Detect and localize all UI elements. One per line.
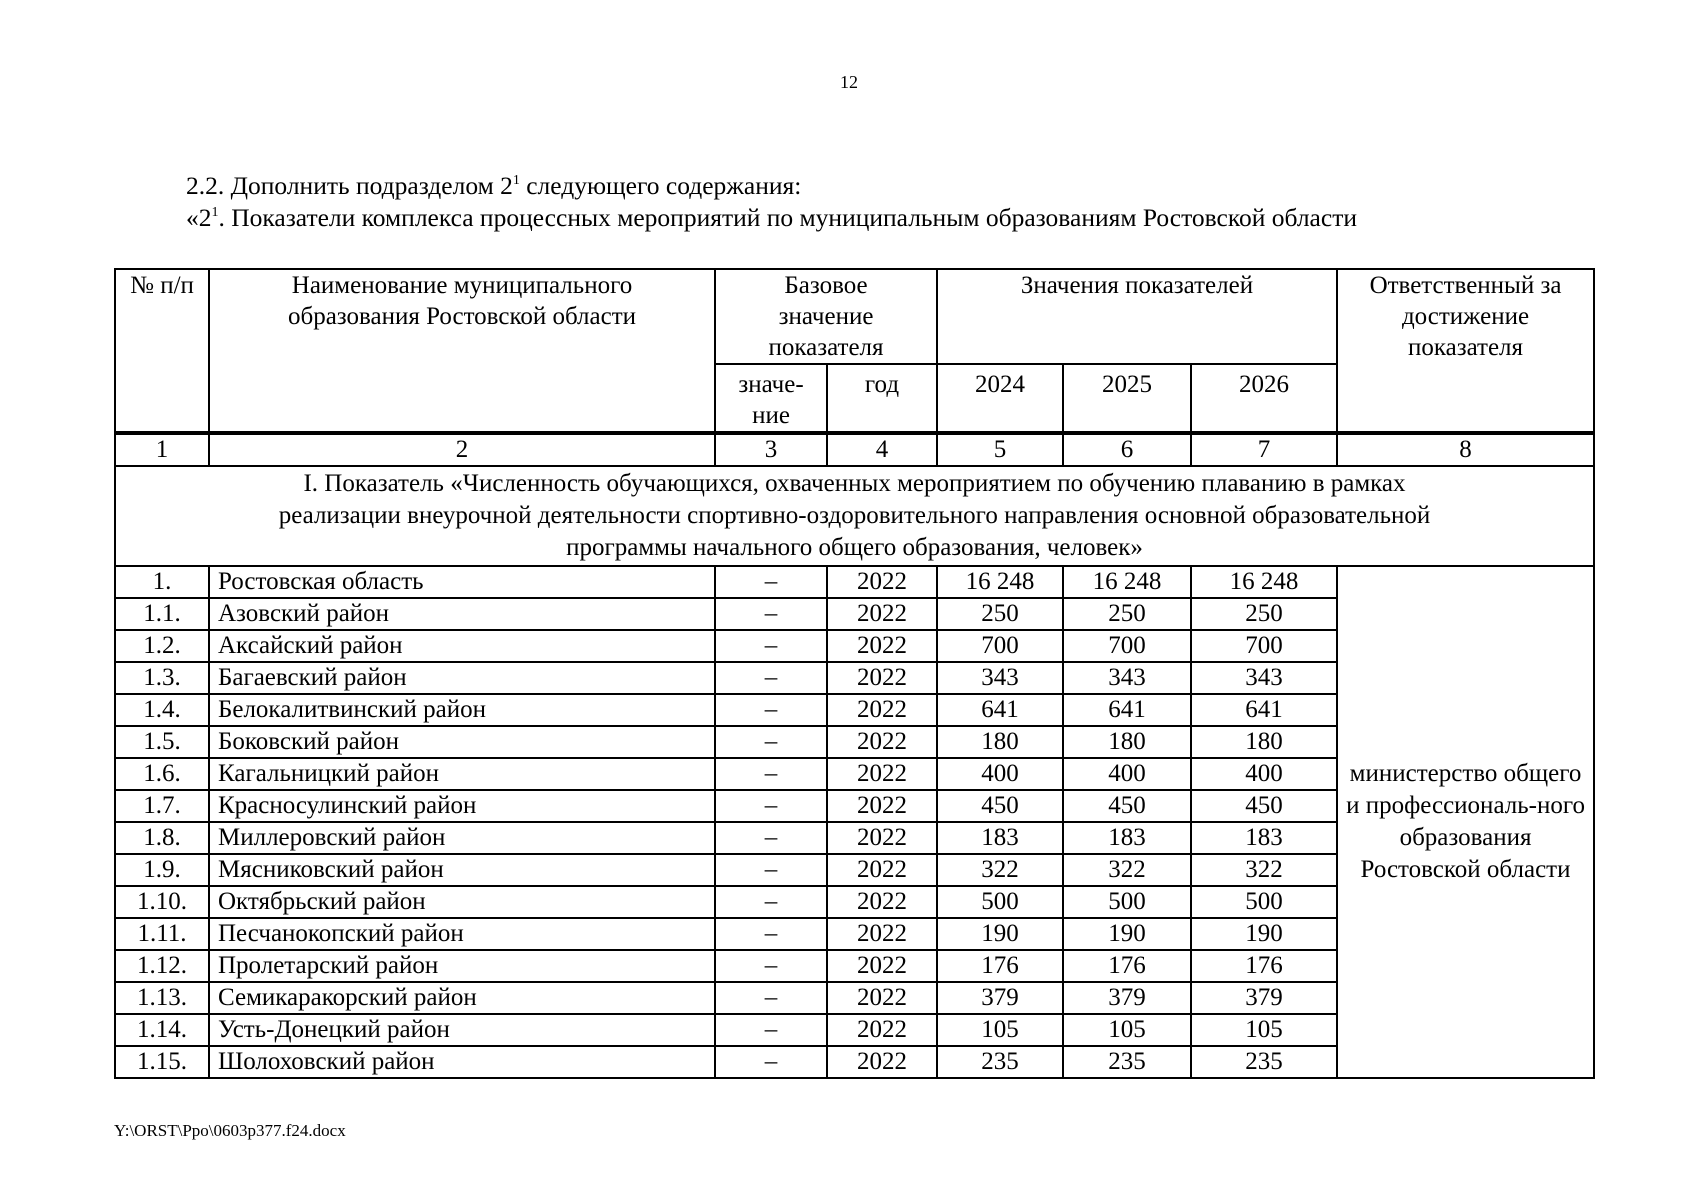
row-number: 1.1. [115, 598, 209, 630]
header-name: Наименование муниципального образования Ростовской области [209, 269, 715, 433]
row-name: Мясниковский район [209, 854, 715, 886]
row-name: Шолоховский район [209, 1046, 715, 1078]
column-number: 6 [1063, 433, 1191, 466]
row-base-value: – [715, 662, 827, 694]
row-name: Азовский район [209, 598, 715, 630]
row-number: 1.5. [115, 726, 209, 758]
row-base-value: – [715, 630, 827, 662]
row-value-2026: 235 [1191, 1046, 1337, 1078]
row-base-value: – [715, 566, 827, 598]
row-name: Песчанокопский район [209, 918, 715, 950]
row-value-2025: 176 [1063, 950, 1191, 982]
row-value-2025: 343 [1063, 662, 1191, 694]
row-value-2025: 235 [1063, 1046, 1191, 1078]
row-name: Пролетарский район [209, 950, 715, 982]
row-value-2026: 105 [1191, 1014, 1337, 1046]
row-value-2026: 250 [1191, 598, 1337, 630]
row-base-year: 2022 [827, 694, 937, 726]
row-value-2024: 235 [937, 1046, 1063, 1078]
row-value-2025: 105 [1063, 1014, 1191, 1046]
column-number: 8 [1337, 433, 1594, 466]
row-number: 1.6. [115, 758, 209, 790]
row-name: Ростовская область [209, 566, 715, 598]
row-value-2025: 400 [1063, 758, 1191, 790]
row-value-2026: 500 [1191, 886, 1337, 918]
row-number: 1.9. [115, 854, 209, 886]
row-base-value: – [715, 1014, 827, 1046]
row-value-2026: 190 [1191, 918, 1337, 950]
row-base-value: – [715, 694, 827, 726]
row-base-year: 2022 [827, 598, 937, 630]
row-value-2026: 700 [1191, 630, 1337, 662]
header-year: год [827, 364, 937, 433]
row-value-2024: 700 [937, 630, 1063, 662]
row-base-value: – [715, 758, 827, 790]
row-value-2024: 180 [937, 726, 1063, 758]
row-number: 1.15. [115, 1046, 209, 1078]
row-name: Миллеровский район [209, 822, 715, 854]
row-base-value: – [715, 886, 827, 918]
row-value-2025: 190 [1063, 918, 1191, 950]
page-number: 12 [840, 72, 858, 92]
row-number: 1.10. [115, 886, 209, 918]
row-value-2025: 500 [1063, 886, 1191, 918]
row-name: Усть-Донецкий район [209, 1014, 715, 1046]
header-2026: 2026 [1191, 364, 1337, 433]
section-row [115, 466, 1594, 566]
row-base-year: 2022 [827, 918, 937, 950]
row-name: Кагальницкий район [209, 758, 715, 790]
header-base: Базовое значение показателя [715, 269, 937, 364]
row-value-2025: 450 [1063, 790, 1191, 822]
row-name: Аксайский район [209, 630, 715, 662]
row-base-year: 2022 [827, 854, 937, 886]
row-value-2024: 343 [937, 662, 1063, 694]
column-number: 4 [827, 433, 937, 466]
indicators-table [114, 268, 1595, 1079]
row-value-2024: 641 [937, 694, 1063, 726]
row-base-value: – [715, 726, 827, 758]
column-number-row [115, 433, 1594, 466]
row-number: 1.2. [115, 630, 209, 662]
row-value-2025: 641 [1063, 694, 1191, 726]
row-value-2024: 400 [937, 758, 1063, 790]
header-row-1 [115, 269, 1594, 364]
row-value-2024: 190 [937, 918, 1063, 950]
row-number: 1.7. [115, 790, 209, 822]
header-2024: 2024 [937, 364, 1063, 433]
row-value-2026: 641 [1191, 694, 1337, 726]
row-value-2024: 105 [937, 1014, 1063, 1046]
row-base-value: – [715, 854, 827, 886]
intro-line-1: 2.2. Дополнить подразделом $2^1$ следующего содержания: [186, 171, 802, 200]
row-base-value: – [715, 790, 827, 822]
row-value-2026: 343 [1191, 662, 1337, 694]
row-number: 1.14. [115, 1014, 209, 1046]
row-name: Семикаракорский район [209, 982, 715, 1014]
row-base-value: – [715, 982, 827, 1014]
responsible-cell: министерство общего и профессиональ-ного образования Ростовской области [1337, 566, 1594, 1078]
section-title: I. Показатель «Численность обучающихся, охваченных мероприятием по обучению плаванию в рамках реализации внеурочной деятельности спортивно-оздоровительного направления основной образовательной программы начального общего образования, человек» [115, 466, 1594, 566]
row-base-year: 2022 [827, 1046, 937, 1078]
row-base-year: 2022 [827, 758, 937, 790]
row-value-2026: 379 [1191, 982, 1337, 1014]
row-number: 1.4. [115, 694, 209, 726]
row-number: 1.12. [115, 950, 209, 982]
row-value-2024: 183 [937, 822, 1063, 854]
row-value-2025: 16 248 [1063, 566, 1191, 598]
intro-text [186, 170, 1357, 234]
row-base-year: 2022 [827, 1014, 937, 1046]
row-value-2025: 183 [1063, 822, 1191, 854]
row-base-value: – [715, 598, 827, 630]
row-name: Октябрьский район [209, 886, 715, 918]
header-values: Значения показателей [937, 269, 1337, 364]
column-number: 5 [937, 433, 1063, 466]
row-name: Боковский район [209, 726, 715, 758]
row-value-2025: 250 [1063, 598, 1191, 630]
row-base-year: 2022 [827, 566, 937, 598]
row-name: Багаевский район [209, 662, 715, 694]
row-base-year: 2022 [827, 726, 937, 758]
row-base-value: – [715, 918, 827, 950]
row-number: 1.13. [115, 982, 209, 1014]
header-2025: 2025 [1063, 364, 1191, 433]
row-value-2025: 700 [1063, 630, 1191, 662]
row-base-year: 2022 [827, 822, 937, 854]
row-value-2025: 180 [1063, 726, 1191, 758]
row-name: Красносулинский район [209, 790, 715, 822]
file-path-footer: Y:\ORST\Ppo\0603p377.f24.docx [114, 1121, 346, 1140]
row-base-year: 2022 [827, 630, 937, 662]
row-base-value: – [715, 822, 827, 854]
row-value-2026: 322 [1191, 854, 1337, 886]
column-number: 1 [115, 433, 209, 466]
header-num: № п/п [115, 269, 209, 433]
row-value-2025: 379 [1063, 982, 1191, 1014]
column-number: 2 [209, 433, 715, 466]
row-value-2024: 16 248 [937, 566, 1063, 598]
row-value-2024: 176 [937, 950, 1063, 982]
row-number: 1.3. [115, 662, 209, 694]
column-number: 7 [1191, 433, 1337, 466]
row-base-value: – [715, 1046, 827, 1078]
row-value-2024: 500 [937, 886, 1063, 918]
header-value: значе-ние [715, 364, 827, 433]
column-number: 3 [715, 433, 827, 466]
row-value-2026: 450 [1191, 790, 1337, 822]
row-value-2026: 183 [1191, 822, 1337, 854]
row-number: 1.11. [115, 918, 209, 950]
row-value-2026: 16 248 [1191, 566, 1337, 598]
row-base-year: 2022 [827, 790, 937, 822]
row-value-2026: 176 [1191, 950, 1337, 982]
row-base-year: 2022 [827, 950, 937, 982]
row-base-year: 2022 [827, 886, 937, 918]
row-number: 1. [115, 566, 209, 598]
row-value-2026: 400 [1191, 758, 1337, 790]
row-value-2024: 322 [937, 854, 1063, 886]
header-responsible: Ответственный за достижение показателя [1337, 269, 1594, 433]
row-number: 1.8. [115, 822, 209, 854]
row-value-2024: 379 [937, 982, 1063, 1014]
table-row [115, 566, 1594, 598]
row-name: Белокалитвинский район [209, 694, 715, 726]
row-base-value: – [715, 950, 827, 982]
row-base-year: 2022 [827, 662, 937, 694]
row-base-year: 2022 [827, 982, 937, 1014]
row-value-2026: 180 [1191, 726, 1337, 758]
row-value-2025: 322 [1063, 854, 1191, 886]
row-value-2024: 450 [937, 790, 1063, 822]
row-value-2024: 250 [937, 598, 1063, 630]
intro-line-2: «$2^1$. Показатели комплекса процессных мероприятий по муниципальным образованиям Ростовской области [186, 203, 1357, 232]
